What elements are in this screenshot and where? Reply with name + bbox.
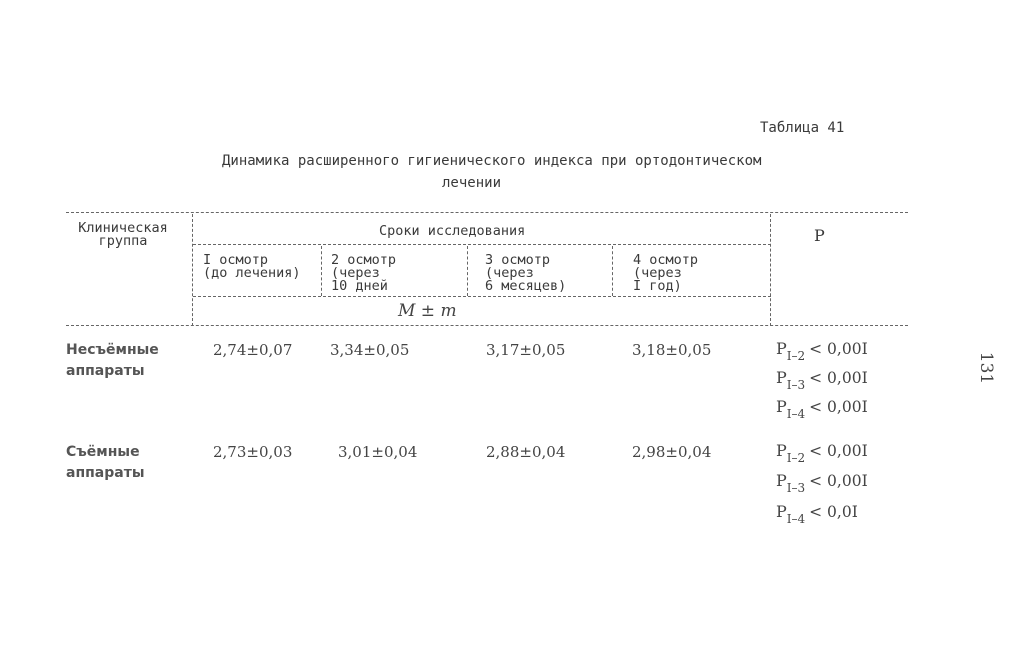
row1-group: Несъёмные аппараты	[66, 342, 159, 379]
row2-p1: $Р_{I-2} < 0,00I$	[776, 441, 868, 465]
col-divider-group	[192, 214, 193, 326]
header-exam3: 3 осмотр (через 6 месяцев)	[485, 252, 567, 294]
row1-p3: $Р_{I-4} < 0,00I$	[776, 397, 868, 421]
col-divider-exam4	[612, 246, 613, 296]
row1-p2: $Р_{I-3} < 0,00I$	[776, 368, 868, 392]
page-number: 131	[976, 351, 997, 385]
col-divider-exam3	[467, 246, 468, 296]
row2-group: Съёмные аппараты	[66, 444, 145, 481]
header-stat: M ± m	[398, 301, 457, 321]
row1-p1: $Р_{I-2} < 0,00I$	[776, 339, 868, 363]
header-periods: Сроки исследования	[379, 223, 526, 239]
header-exam2: 2 осмотр (через 10 дней	[331, 252, 397, 294]
row2-p2: $Р_{I-3} < 0,00I$	[776, 471, 868, 495]
row2-exam1: 2,73±0,03	[213, 443, 293, 461]
table-title-line2: лечении	[442, 175, 502, 191]
col-divider-exam2	[321, 246, 322, 296]
header-group: Клиническая группа	[78, 220, 168, 249]
header-p: Р	[814, 226, 825, 245]
table-title-line1: Динамика расширенного гигиенического индекса при ортодонтическом	[222, 153, 762, 169]
row1-exam4: 3,18±0,05	[632, 341, 712, 359]
col-divider-p	[770, 214, 771, 326]
header-exam1: I осмотр (до лечения)	[203, 252, 301, 281]
row1-exam3: 3,17±0,05	[486, 341, 566, 359]
row1-exam1: 2,74±0,07	[213, 341, 293, 359]
row2-p3: $Р_{I-4} < 0,0I$	[776, 502, 858, 526]
row2-exam4: 2,98±0,04	[632, 443, 712, 461]
header-rule-2	[193, 296, 771, 297]
table-label: Таблица 41	[760, 120, 845, 136]
row2-exam2: 3,01±0,04	[338, 443, 418, 461]
header-exam4: 4 осмотр (через I год)	[633, 252, 699, 294]
header-rule-1	[193, 244, 771, 245]
row1-exam2: 3,34±0,05	[330, 341, 410, 359]
row2-exam3: 2,88±0,04	[486, 443, 566, 461]
table-top-rule	[66, 212, 908, 213]
